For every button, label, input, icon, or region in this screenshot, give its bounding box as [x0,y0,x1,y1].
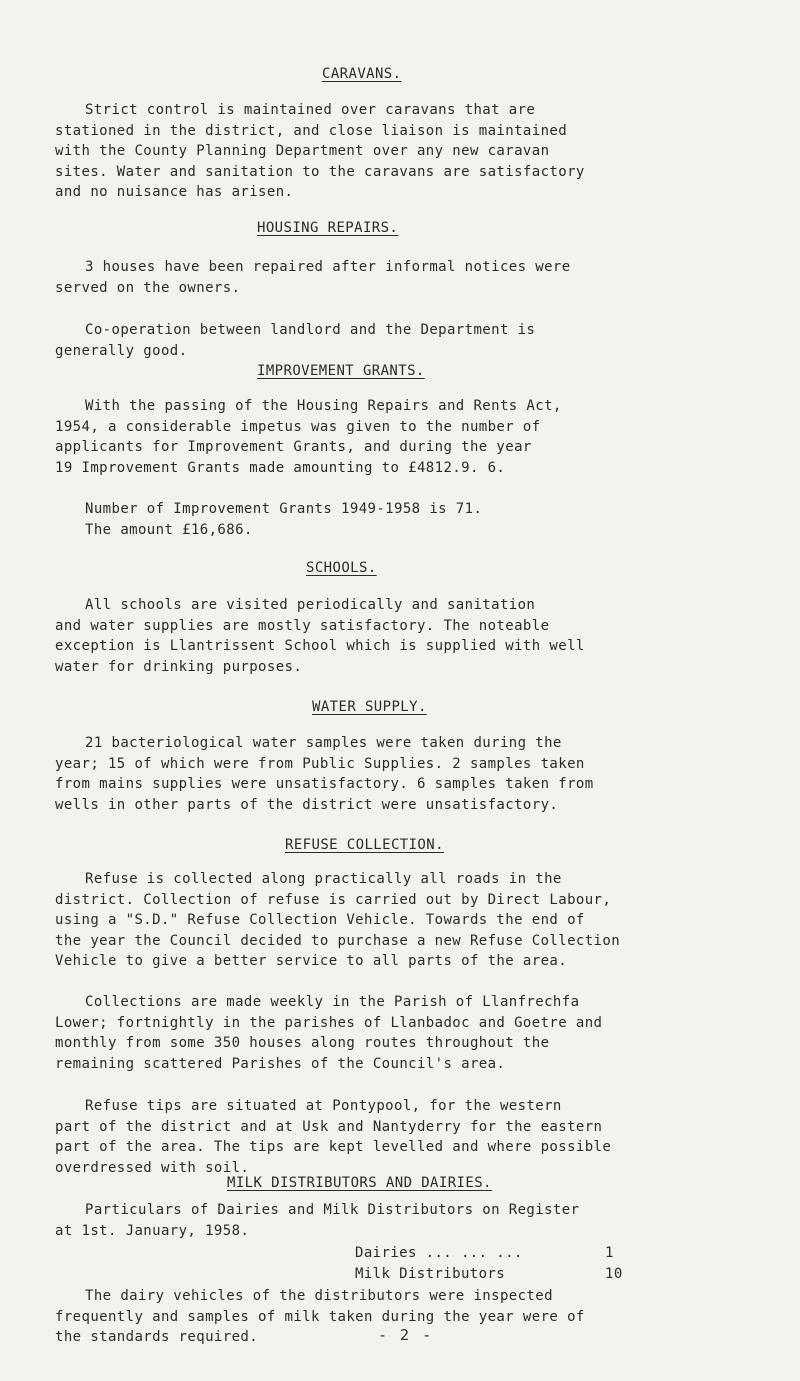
housing-repairs-paragraph-2 [55,320,775,361]
text-line: from mains supplies were unsatisfactory. 6 samples taken from [55,776,594,792]
text-line: part of the area. The tips are kept levelled and where possible [55,1139,612,1155]
text-line: 21 bacteriological water samples were taken during the [85,735,562,751]
text-line: monthly from some 350 houses along routes throughout the [55,1035,550,1051]
text-line: sites. Water and sanitation to the caravans are satisfactory [55,163,585,180]
schools-paragraph [55,595,775,677]
text-line: All schools are visited periodically and sanitation [85,597,536,613]
text-line: The amount £16,686. [85,521,253,538]
text-line: at 1st. January, 1958. [55,1222,250,1239]
text-line: The dairy vehicles of the distributors were inspected [85,1288,553,1304]
refuse-collection-paragraph-2 [55,992,775,1074]
text-line: year; 15 of which were from Public Supplies. 2 samples taken [55,755,585,772]
housing-repairs-heading: HOUSING REPAIRS. [257,220,399,236]
distributors-value: 10 [605,1266,623,1282]
improvement-grants-paragraph-1 [55,396,775,478]
text-line: overdressed with soil. [55,1159,250,1176]
text-line: with the County Planning Department over any new caravan [55,143,550,159]
improvement-grants-heading: IMPROVEMENT GRANTS. [257,363,425,379]
text-line: With the passing of the Housing Repairs and Rents Act, [85,398,562,414]
text-line: and no nuisance has arisen. [55,184,294,200]
text-line: district. Collection of refuse is carried out by Direct Labour, [55,891,612,908]
schools-heading: SCHOOLS. [306,560,377,576]
text-line: the year the Council decided to purchase a new Refuse Collection [55,932,621,949]
caravans-paragraph [55,100,775,203]
text-line: Lower; fortnightly in the parishes of Llanbadoc and Goetre and [55,1014,603,1031]
text-line: exception is Llantrissent School which is supplied with well [55,638,585,654]
text-line: Vehicle to give a better service to all parts of the area. [55,953,568,969]
text-line: 19 Improvement Grants made amounting to £4812.9. 6. [55,459,506,476]
text-line: Co-operation between landlord and the Department is [85,322,536,338]
text-line: and water supplies are mostly satisfactory. The noteable [55,617,550,634]
refuse-collection-paragraph-1 [55,869,775,972]
text-line: Number of Improvement Grants 1949-1958 is 71. [85,501,483,517]
text-line: wells in other parts of the district were unsatisfactory. [55,796,559,813]
water-supply-paragraph [55,733,775,815]
housing-repairs-paragraph-1 [55,257,775,298]
refuse-collection-heading: REFUSE COLLECTION. [285,837,444,853]
text-line: remaining scattered Parishes of the Council's area. [55,1055,506,1072]
text-line: generally good. [55,342,188,359]
milk-distributors-heading: MILK DISTRIBUTORS AND DAIRIES. [227,1175,492,1191]
dairies-label: Dairies ... ... ... [355,1245,523,1261]
text-line: stationed in the district, and close liaison is maintained [55,122,568,139]
dairies-value: 1 [605,1245,614,1261]
text-line: part of the district and at Usk and Nantyderry for the eastern [55,1118,603,1135]
text-line: served on the owners. [55,279,241,296]
improvement-grants-paragraph-2 [55,499,775,540]
text-line: the standards required. [55,1329,259,1345]
caravans-heading: CARAVANS. [322,66,402,82]
page-number: - 2 - [378,1326,434,1344]
text-line: 1954, a considerable impetus was given to the number of [55,418,541,435]
text-line: using a "S.D." Refuse Collection Vehicle. Towards the end of [55,912,585,928]
water-supply-heading: WATER SUPPLY. [312,699,427,715]
text-line: 3 houses have been repaired after informal notices were [85,259,571,275]
text-line: water for drinking purposes. [55,658,303,675]
text-line: frequently and samples of milk taken during the year were of [55,1308,585,1325]
text-line: Strict control is maintained over caravans that are [85,102,536,118]
refuse-collection-paragraph-3 [55,1096,775,1178]
milk-paragraph-1 [55,1200,775,1241]
text-line: Refuse tips are situated at Pontypool, for the western [85,1098,562,1114]
text-line: Particulars of Dairies and Milk Distributors on Register [85,1202,580,1218]
distributors-label: Milk Distributors [355,1266,506,1282]
text-line: Refuse is collected along practically all roads in the [85,871,562,887]
text-line: applicants for Improvement Grants, and during the year [55,439,532,455]
text-line: Collections are made weekly in the Parish of Llanfrechfa [85,994,580,1010]
